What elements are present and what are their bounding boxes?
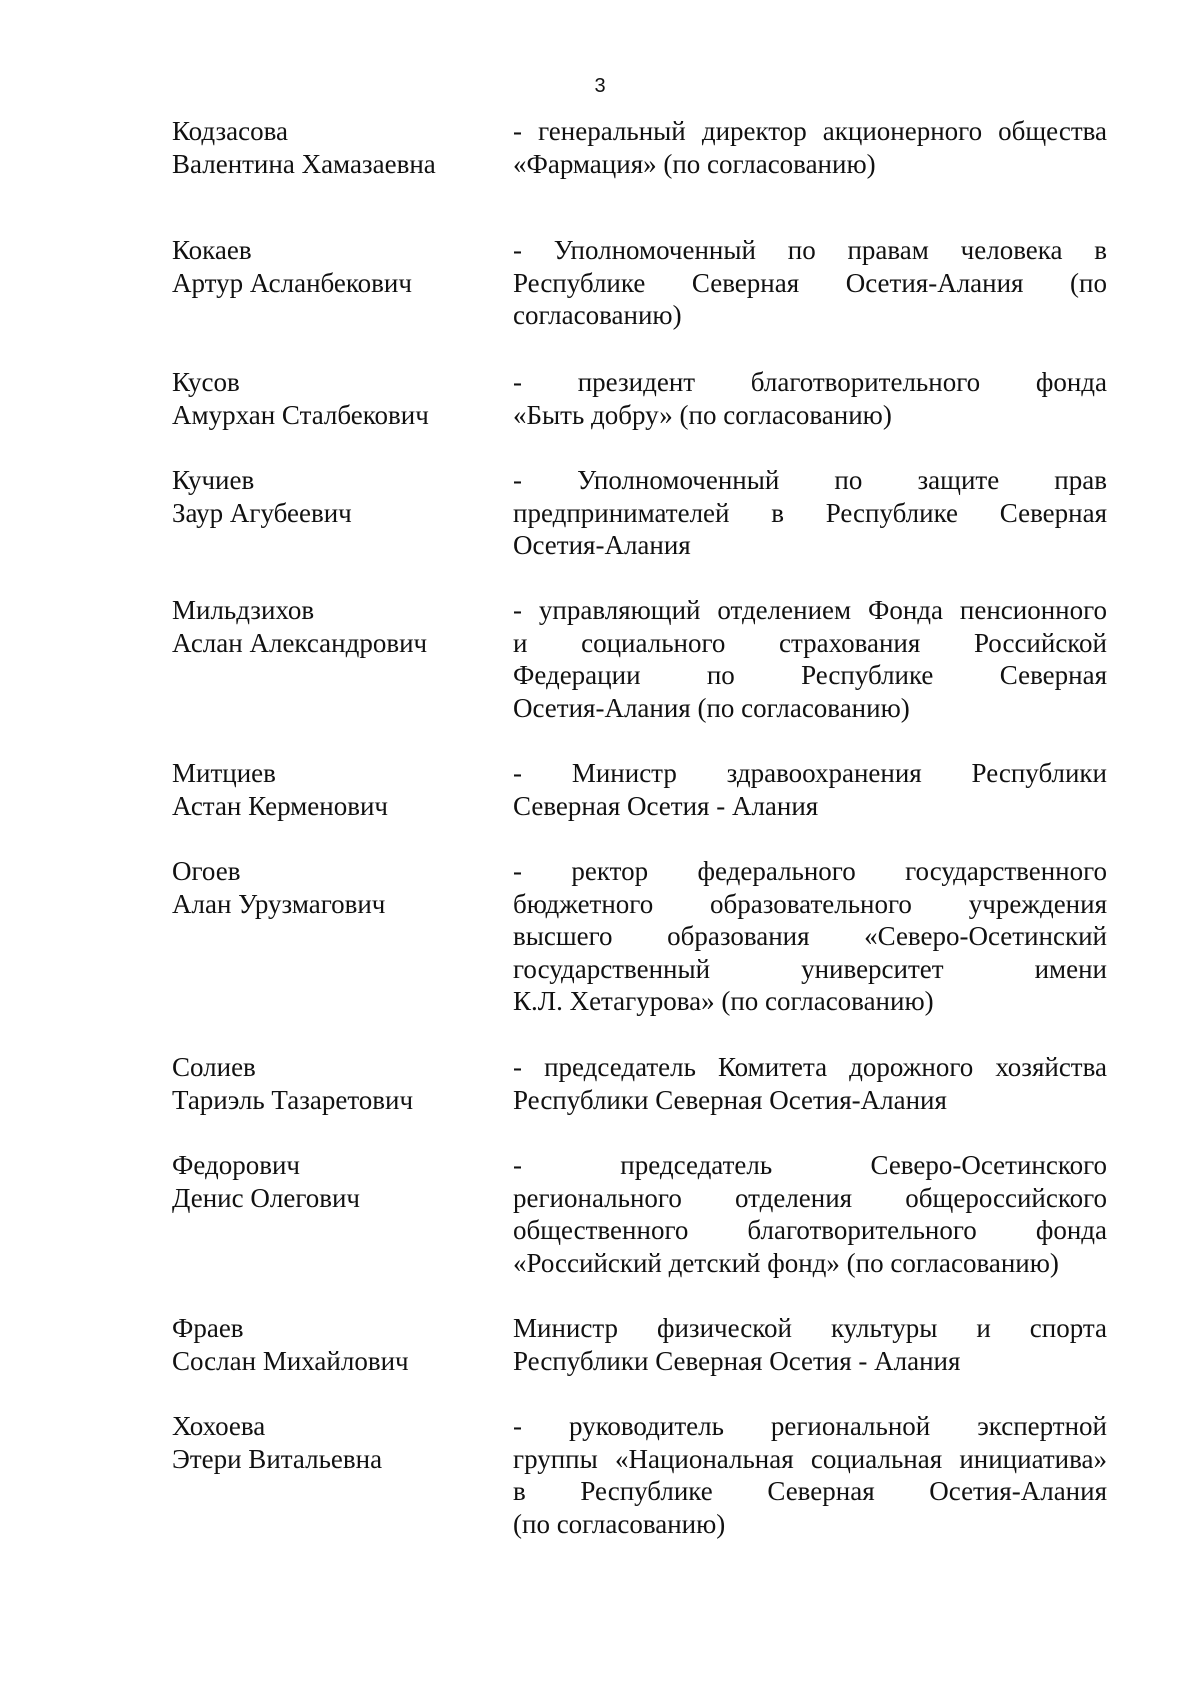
- role-line: Осетия-Алания: [513, 530, 691, 560]
- member-role: [513, 1410, 1107, 1540]
- member-surname: Кучиев: [172, 465, 255, 495]
- member-name: [172, 1051, 472, 1116]
- role-line: предпринимателей в Республике Северная: [513, 497, 1107, 528]
- role-line: общественного благотворительного фонда: [513, 1215, 1107, 1245]
- member-surname: Мильдзихов: [172, 595, 315, 625]
- member-role: [513, 594, 1107, 724]
- member-name: [172, 757, 472, 822]
- role-line: «Российский детский фонд» (по согласованию): [513, 1247, 1059, 1278]
- role-line: - Министр здравоохранения Республики: [513, 758, 1107, 788]
- member-surname: Солиев: [172, 1052, 256, 1082]
- member-name: [172, 234, 472, 299]
- role-line: Республики Северная Осетия-Алания: [513, 1084, 947, 1115]
- member-role: [513, 366, 1107, 431]
- role-line: (по согласованию): [513, 1508, 726, 1539]
- member-name: [172, 366, 472, 431]
- role-line: Республике Северная Осетия-Алания (по: [513, 267, 1107, 298]
- role-line: и социального страхования Российской: [513, 627, 1107, 658]
- role-line: Осетия-Алания (по согласованию): [513, 692, 910, 723]
- member-given-name: Артур Асланбекович: [172, 267, 412, 298]
- member-surname: Хохоева: [172, 1411, 266, 1441]
- role-line: «Фармация» (по согласованию): [513, 148, 876, 179]
- member-given-name: Астан Керменович: [172, 790, 388, 821]
- member-role: [513, 757, 1107, 822]
- role-line: Республики Северная Осетия - Алания: [513, 1345, 961, 1376]
- member-given-name: Аслан Александрович: [172, 627, 428, 658]
- role-line: - президент благотворительного фонда: [513, 367, 1107, 397]
- member-name: [172, 1312, 472, 1377]
- member-role: [513, 1149, 1107, 1279]
- member-role: [513, 115, 1107, 180]
- member-name: [172, 464, 472, 529]
- member-given-name: Этери Витальевна: [172, 1443, 383, 1474]
- role-line: «Быть добру» (по согласованию): [513, 399, 892, 430]
- member-given-name: Амурхан Сталбекович: [172, 399, 429, 430]
- member-surname: Огоев: [172, 856, 241, 886]
- member-role: [513, 1051, 1107, 1116]
- role-line: регионального отделения общероссийского: [513, 1182, 1107, 1213]
- member-name: [172, 1149, 472, 1214]
- member-role: [513, 234, 1107, 332]
- member-surname: Кокаев: [172, 235, 252, 265]
- role-line: - Уполномоченный по правам человека в: [513, 235, 1107, 265]
- member-given-name: Денис Олегович: [172, 1182, 360, 1213]
- member-role: [513, 1312, 1107, 1377]
- member-surname: Фраев: [172, 1313, 244, 1343]
- role-line: - Уполномоченный по защите прав: [513, 465, 1107, 495]
- member-surname: Митциев: [172, 758, 276, 788]
- member-surname: Федорович: [172, 1150, 300, 1180]
- member-name: [172, 594, 472, 659]
- role-line: - председатель Северо-Осетинского: [513, 1150, 1107, 1180]
- role-line: согласованию): [513, 300, 682, 330]
- member-role: [513, 464, 1107, 562]
- member-name: [172, 1410, 472, 1475]
- member-given-name: Тариэль Тазаретович: [172, 1084, 414, 1115]
- role-line: Северная Осетия - Алания: [513, 790, 819, 821]
- role-line: Министр физической культуры и спорта: [513, 1313, 1107, 1343]
- role-line: - руководитель региональной экспертной: [513, 1411, 1107, 1441]
- page-number: 3: [594, 75, 606, 97]
- role-line: К.Л. Хетагурова» (по согласованию): [513, 986, 934, 1016]
- role-line: - председатель Комитета дорожного хозяйства: [513, 1052, 1107, 1082]
- member-name: [172, 855, 472, 920]
- member-given-name: Валентина Хамазаевна: [172, 148, 436, 179]
- role-line: - управляющий отделением Фонда пенсионного: [513, 595, 1107, 625]
- role-line: Федерации по Республике Северная: [513, 660, 1107, 690]
- role-line: бюджетного образовательного учреждения: [513, 888, 1107, 919]
- role-line: высшего образования «Северо-Осетинский: [513, 921, 1107, 951]
- role-line: - ректор федерального государственного: [513, 856, 1107, 886]
- role-line: в Республике Северная Осетия-Алания: [513, 1476, 1107, 1506]
- member-given-name: Заур Агубеевич: [172, 497, 352, 528]
- member-given-name: Алан Урузмагович: [172, 888, 386, 919]
- member-surname: Кодзасова: [172, 116, 288, 146]
- member-name: [172, 115, 472, 180]
- role-line: - генеральный директор акционерного общества: [513, 116, 1107, 146]
- role-line: группы «Национальная социальная инициатива»: [513, 1443, 1107, 1474]
- member-role: [513, 855, 1107, 1018]
- member-surname: Кусов: [172, 367, 240, 397]
- member-given-name: Сослан Михайлович: [172, 1345, 409, 1376]
- role-line: государственный университет имени: [513, 953, 1107, 984]
